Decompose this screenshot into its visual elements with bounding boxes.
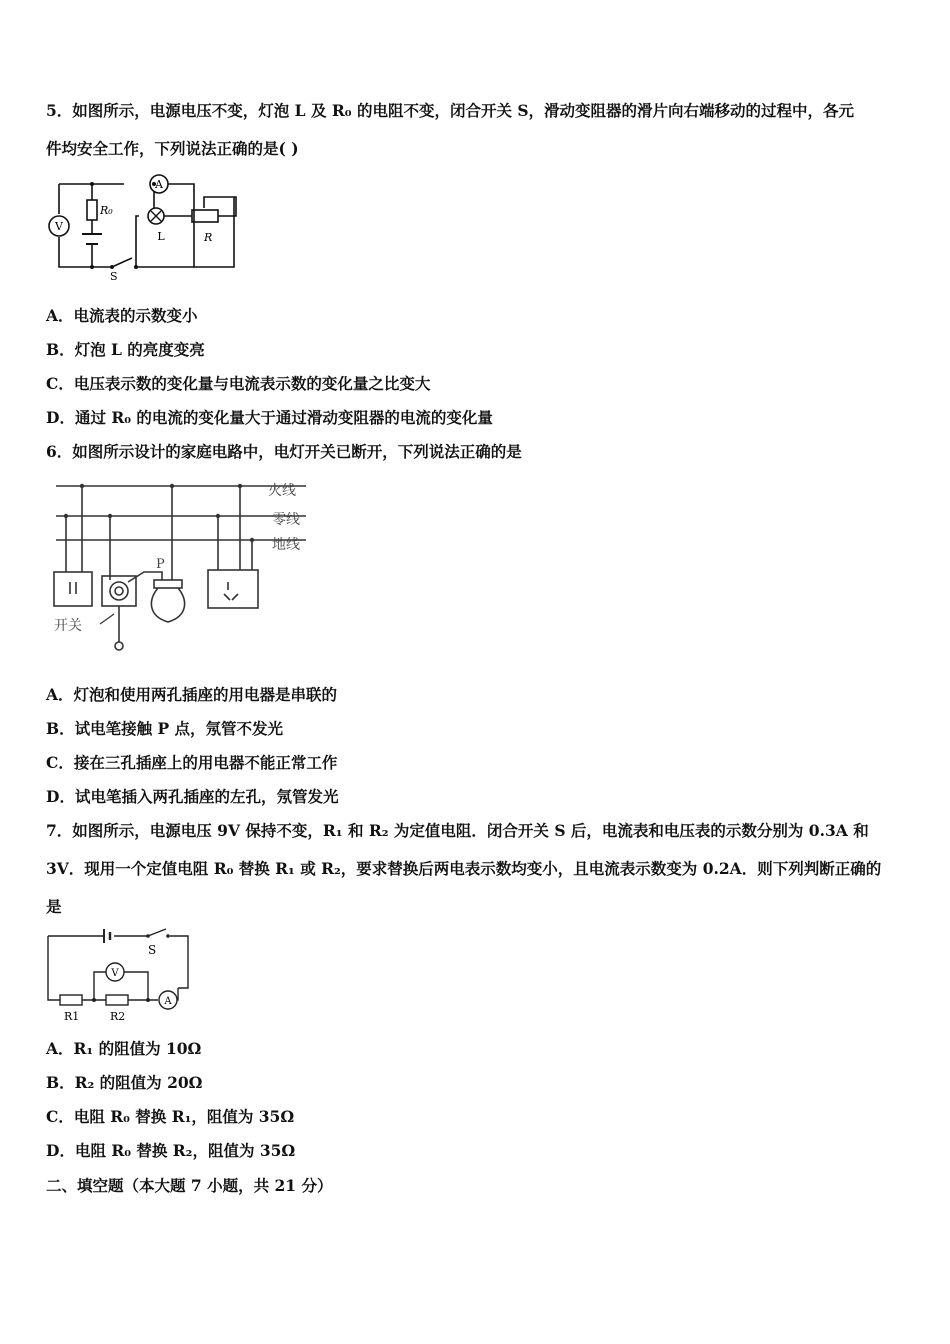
q6-circuit-figure [44, 476, 314, 656]
q7-r1-label: R1 [64, 1010, 80, 1023]
q6-option-c: C．接在三孔插座上的用电器不能正常工作 [46, 753, 338, 772]
q7-option-d: D．电阻 R₀ 替换 R₂，阻值为 35Ω [46, 1141, 296, 1160]
q5-stem-line2: 件均安全工作，下列说法正确的是( ) [46, 139, 299, 158]
q6-neutral-wire-label: 零线 [272, 512, 300, 528]
q6-switch-label: 开关 [54, 618, 82, 634]
q6-ground-wire-label: 地线 [272, 537, 300, 553]
q5-circuit-figure [44, 172, 244, 284]
q6-stem-line1: 6．如图所示设计的家庭电路中，电灯开关已断开，下列说法正确的是 [46, 442, 522, 461]
q7-ammeter-label: A [164, 996, 172, 1007]
q5-option-b: B．灯泡 L 的亮度变亮 [46, 340, 205, 359]
q6-option-a: A．灯泡和使用两孔插座的用电器是串联的 [46, 685, 338, 704]
q5-ammeter-label: A [155, 178, 163, 191]
q6-point-p-label: P [156, 557, 165, 572]
q5-lamp-label: L [157, 230, 165, 243]
q7-switch-label: S [148, 943, 157, 957]
q7-r2-label: R2 [110, 1010, 126, 1023]
q6-option-d: D．试电笔插入两孔插座的左孔，氖管发光 [46, 787, 339, 806]
q5-voltmeter-label: V [55, 220, 63, 233]
q7-option-c: C．电阻 R₀ 替换 R₁，阻值为 35Ω [46, 1107, 295, 1126]
q5-stem-line1: 5．如图所示，电源电压不变，灯泡 L 及 R₀ 的电阻不变，闭合开关 S，滑动变阻器的滑片向右端移动的过程中，各元 [46, 101, 855, 120]
q7-voltmeter-label: V [111, 968, 119, 979]
q5-switch-label: S [110, 270, 118, 283]
q5-r0-label: R₀ [100, 204, 113, 217]
q7-stem-line2: 3V．现用一个定值电阻 R₀ 替换 R₁ 或 R₂，要求替换后两电表示数均变小，且电流表示数变为 0.2A．则下列判断正确的 [46, 859, 882, 878]
q6-live-wire-label: 火线 [268, 483, 296, 499]
q7-circuit-figure [44, 926, 204, 1026]
q7-stem-line3: 是 [46, 897, 62, 916]
q7-stem-line1: 7．如图所示，电源电压 9V 保持不变，R₁ 和 R₂ 为定值电阻．闭合开关 S 后，电流表和电压表的示数分别为 0.3A 和 [46, 821, 869, 840]
q5-option-c: C．电压表示数的变化量与电流表示数的变化量之比变大 [46, 374, 431, 393]
q5-option-d: D．通过 R₀ 的电流的变化量大于通过滑动变阻器的电流的变化量 [46, 408, 493, 427]
q7-option-a: A．R₁ 的阻值为 10Ω [46, 1039, 202, 1058]
q5-option-a: A．电流表的示数变小 [46, 306, 198, 325]
q5-rheostat-label: R [204, 231, 213, 244]
q6-option-b: B．试电笔接触 P 点，氖管不发光 [46, 719, 284, 738]
section-2-heading: 二、填空题（本大题 7 小题，共 21 分） [46, 1176, 333, 1195]
q7-option-b: B．R₂ 的阻值为 20Ω [46, 1073, 203, 1092]
